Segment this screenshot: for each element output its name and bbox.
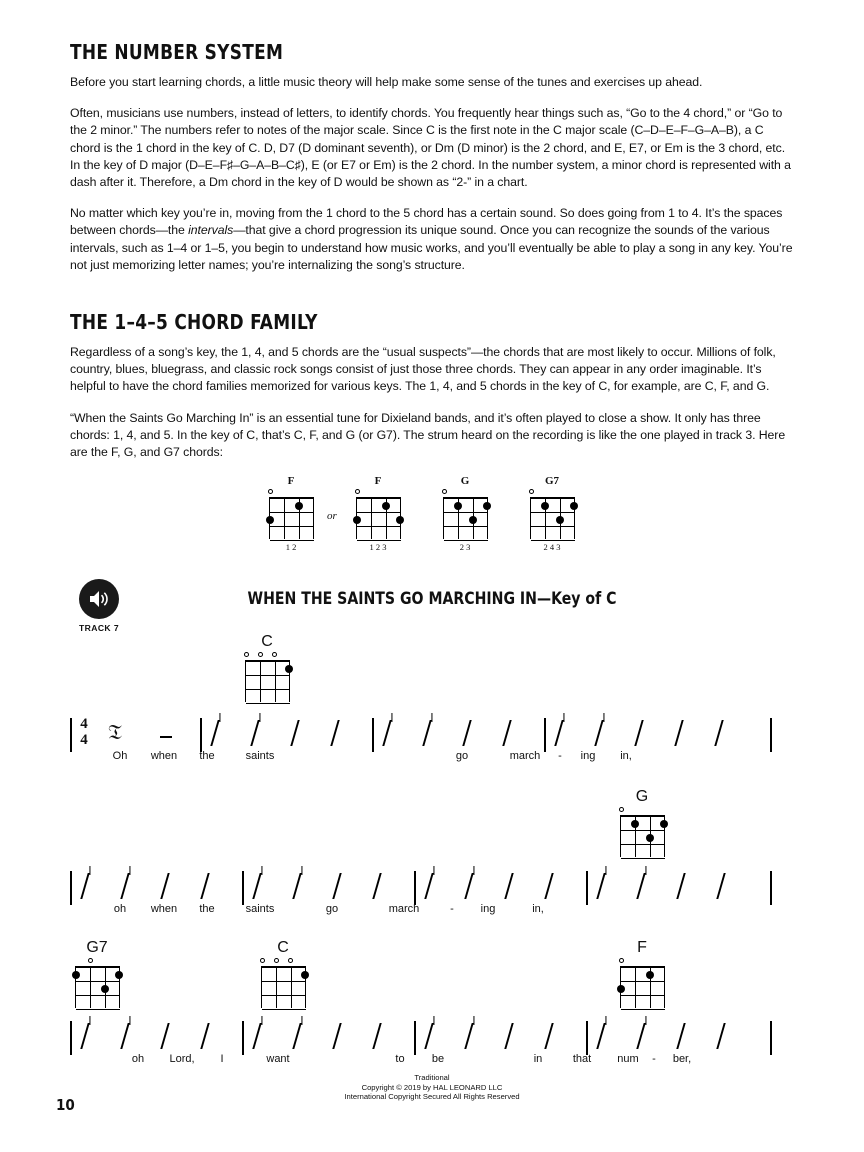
open-string-markers bbox=[619, 806, 665, 815]
lyric-syllable: in, bbox=[532, 903, 544, 916]
lyric-syllable: that bbox=[572, 1053, 592, 1066]
music-system-3 bbox=[70, 939, 794, 1093]
credit-line-2: Copyright © 2019 by HAL LEONARD LLC bbox=[361, 1082, 503, 1092]
lyric-syllable: oh bbox=[131, 1053, 145, 1066]
lyric-hyphen: - bbox=[450, 903, 454, 916]
open-string-markers bbox=[260, 957, 306, 966]
chord-diagram-f-1 bbox=[264, 475, 318, 553]
measure-dash bbox=[160, 736, 172, 738]
fretboard-grid bbox=[269, 497, 314, 539]
lyric-syllable: march bbox=[388, 903, 420, 916]
fretboard-grid bbox=[356, 497, 401, 539]
chord-name: F bbox=[637, 939, 647, 957]
lyric-syllable: num bbox=[617, 1053, 639, 1066]
lyric-syllable: go bbox=[325, 903, 339, 916]
lyric-syllable: when bbox=[150, 903, 178, 916]
lyric-syllable: march bbox=[509, 750, 541, 763]
paragraph: “When the Saints Go Marching In” is an essential tune for Dixieland bands, and it’s often played to close a show. It only has three chords: 1, 4, and 5. In the key of C, that’s C, F, and G (or G7). The strum heard on the recording is like the one played in track 3. Here are the F, G, and G7 chords: bbox=[70, 410, 786, 460]
open-string-markers bbox=[74, 957, 120, 966]
lyric-syllable: want bbox=[266, 1053, 290, 1066]
chord-diagram-f-inline bbox=[615, 939, 669, 1013]
song-header bbox=[70, 579, 794, 643]
chord-diagram-f-2 bbox=[351, 475, 405, 553]
open-string-markers bbox=[442, 488, 488, 497]
page-number: 10 bbox=[56, 1096, 75, 1114]
staff-row bbox=[70, 718, 794, 764]
paragraph: No matter which key you’re in, moving from the 1 chord to the 5 chord has a certain sound. So does going from 1 to 4. It’s the spaces between chords—the intervals—that give a chord progression its unique sound. Once you can recognize the sounds of the various intervals, such as 1–4 or 1–5, you begin to understand how music works, and you’ll eventually be able to play a song in any key. You’re not just memorizing letter names; you’re internalizing the song’s structure. bbox=[70, 206, 793, 272]
credit-line-1: Traditional bbox=[414, 1073, 450, 1082]
fretboard-grid bbox=[620, 815, 665, 857]
lyric-syllable: be bbox=[431, 1053, 445, 1066]
open-string-markers bbox=[268, 488, 314, 497]
song-title: WHEN THE SAINTS GO MARCHING IN—Key of C bbox=[247, 589, 617, 609]
fretboard-grid bbox=[245, 660, 290, 702]
lyric-syllable: in bbox=[533, 1053, 543, 1066]
chord-diagram-row bbox=[70, 475, 794, 561]
lyric-syllable: ing bbox=[480, 903, 496, 916]
fretboard-grid bbox=[620, 966, 665, 1008]
credits-block bbox=[0, 1073, 864, 1102]
chord-name: G7 bbox=[86, 939, 108, 957]
music-system-2 bbox=[70, 788, 794, 943]
finger-numbers: 2 4 3 bbox=[543, 542, 561, 553]
lyric-syllable: in, bbox=[620, 750, 632, 763]
lyric-syllable: go bbox=[455, 750, 469, 763]
lyric-syllable: I bbox=[220, 1053, 224, 1066]
lyric-syllable: saints bbox=[245, 903, 275, 916]
chord-name: C bbox=[277, 939, 289, 957]
chord-diagram-g7 bbox=[525, 475, 579, 553]
chord-diagram-c-inline bbox=[240, 633, 294, 707]
time-signature-bottom: 4 bbox=[80, 732, 88, 749]
paragraph: Before you start learning chords, a little music theory will help make some sense of the tunes and exercises up ahead. bbox=[70, 75, 703, 89]
paragraph: Regardless of a song’s key, the 1, 4, and 5 chords are the “usual suspects”—the chords that are most likely to occur. Millions of folk, country, blues, bluegrass, and classic rock songs consist of just those three chords. They can appear in any order imaginable. It’s helpful to have the chord families memorized for various keys. The 1, 4, and 5 chords in the key of C, for example, are C, F, and G. bbox=[70, 345, 776, 394]
lyric-syllable: Lord, bbox=[169, 1053, 195, 1066]
open-string-markers bbox=[619, 957, 665, 966]
fretboard-grid bbox=[530, 497, 575, 539]
lyric-hyphen: - bbox=[558, 750, 562, 763]
finger-numbers: 2 3 bbox=[459, 542, 471, 553]
lyric-syllable: the bbox=[199, 750, 215, 763]
chord-name: F bbox=[374, 475, 382, 488]
lyric-syllable: the bbox=[199, 903, 215, 916]
finger-numbers: 1 2 bbox=[285, 542, 297, 553]
staff-row bbox=[70, 1021, 794, 1067]
chord-diagram-g bbox=[438, 475, 492, 553]
quarter-rest: 𝔗 bbox=[108, 720, 122, 745]
lyric-syllable: oh bbox=[113, 903, 127, 916]
credit-line-3: International Copyright Secured All Rights Reserved bbox=[344, 1092, 520, 1101]
paragraph: Often, musicians use numbers, instead of letters, to identify chords. You frequently hear things such as, “Go to the 4 chord,” or “Go to the 2 minor.” The numbers refer to notes of the major scale. Since C is the first note in the C major scale (C–D–E–F–G–A–B), a C chord is the 1 chord in the key of C. D, D7 (D dominant seventh), or Dm (D minor) is the 2 chord, and E, E7, or Em is the 3 chord, etc. In the key of D major (D–E–F♯–G–A–B–C♯), E (or E7 or Em) is the 2 chord. In the number system, a minor chord is represented with a dash after it. Therefore, a Dm chord in the key of D would be shown as “2-” in a chart. bbox=[70, 106, 791, 190]
page-content bbox=[70, 40, 794, 1093]
or-label: or bbox=[327, 510, 337, 523]
chord-name: F bbox=[287, 475, 295, 488]
section-title-number-system: THE NUMBER SYSTEM bbox=[70, 40, 284, 64]
section-title-chord-family: THE 1–4–5 CHORD FAMILY bbox=[70, 310, 318, 335]
fretboard-grid bbox=[75, 966, 120, 1008]
finger-numbers: 1 2 3 bbox=[369, 542, 387, 553]
open-string-markers bbox=[244, 651, 290, 660]
lyric-hyphen: - bbox=[652, 1053, 656, 1066]
lyric-syllable: ing bbox=[580, 750, 596, 763]
chord-name: G bbox=[635, 788, 649, 806]
lyric-syllable: Oh bbox=[112, 750, 128, 763]
chord-name: C bbox=[261, 633, 273, 651]
time-signature-top: 4 bbox=[80, 716, 88, 733]
open-string-markers bbox=[355, 488, 401, 497]
track-label: TRACK 7 bbox=[78, 623, 120, 634]
chord-diagram-g-inline bbox=[615, 788, 669, 862]
fretboard-grid bbox=[261, 966, 306, 1008]
lyric-syllable: ber, bbox=[672, 1053, 692, 1066]
chord-name: G bbox=[460, 475, 470, 488]
open-string-markers bbox=[529, 488, 575, 497]
lyric-syllable: when bbox=[150, 750, 178, 763]
lyric-syllable: to bbox=[395, 1053, 405, 1066]
chord-diagram-c-inline-2 bbox=[256, 939, 310, 1013]
chord-name: G7 bbox=[544, 475, 560, 488]
lyric-syllable: saints bbox=[245, 750, 275, 763]
chord-diagram-g7-inline bbox=[70, 939, 124, 1013]
staff-row bbox=[70, 871, 794, 917]
fretboard-grid bbox=[443, 497, 488, 539]
music-system-1 bbox=[70, 633, 794, 793]
